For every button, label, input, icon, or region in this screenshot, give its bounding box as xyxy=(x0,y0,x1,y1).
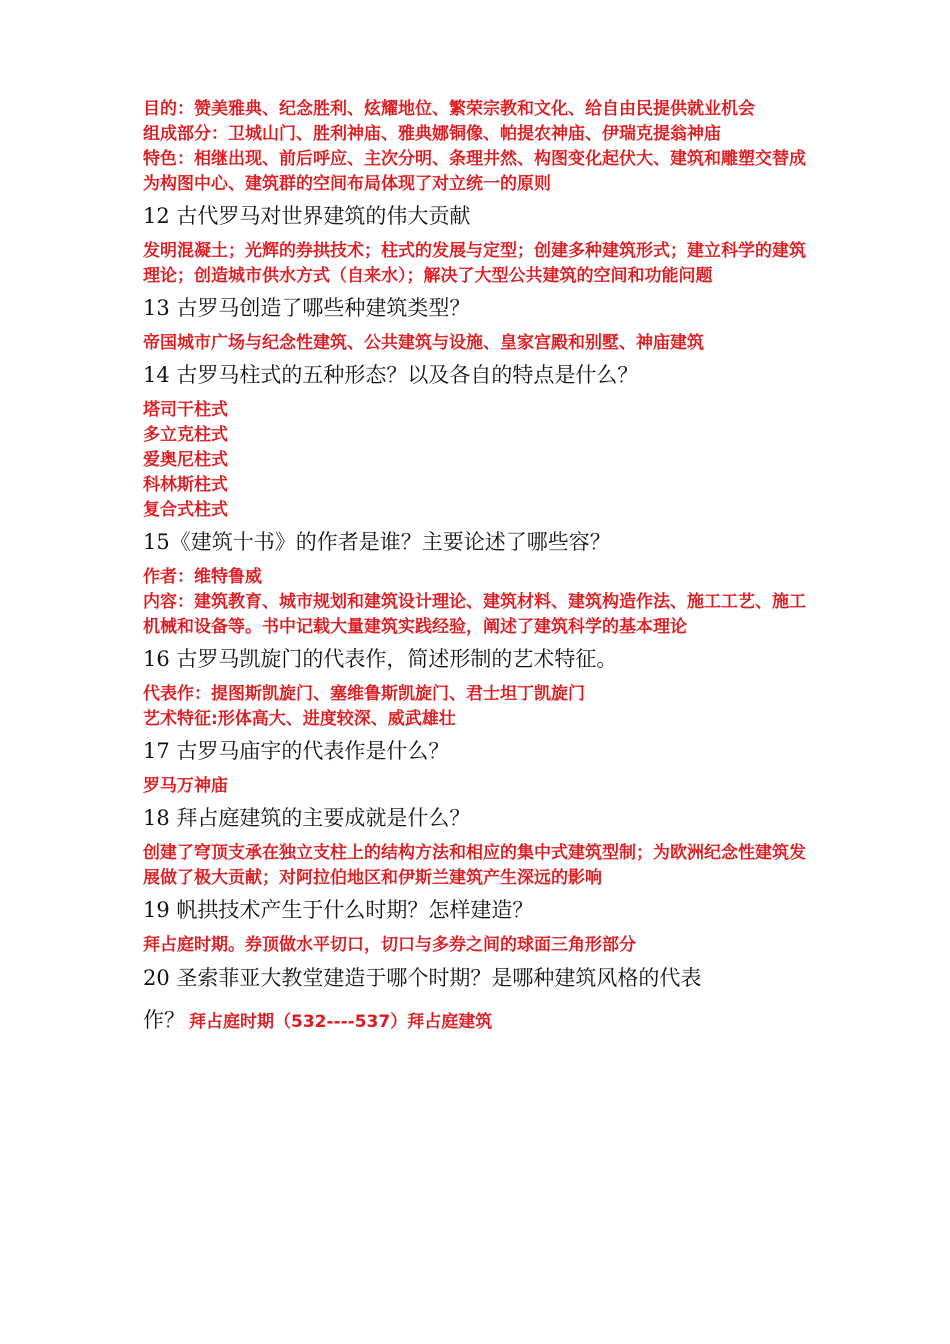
question-20-continuation xyxy=(143,1006,813,1036)
question-12: 12 古代罗马对世界建筑的伟大贡献 xyxy=(143,204,471,228)
answer-20: 拜占庭时期（532----537）拜占庭建筑 xyxy=(189,1012,493,1032)
features-answer: 特色：相继出现、前后呼应、主次分明、条理井然、构图变化起伏大、建筑和雕塑交替成为构图中心、建筑群的空间布局体现了对立统一的原则 xyxy=(143,149,806,194)
question-19: 19 帆拱技术产生于什么时期？怎样建造？ xyxy=(143,898,534,922)
question-13: 13 古罗马创造了哪些种建筑类型？ xyxy=(143,296,471,320)
answer-16-features: 艺术特征:形体高大、进度较深、威武雄壮 xyxy=(143,709,456,729)
question-15: 15《建筑十书》的作者是谁？主要论述了哪些容？ xyxy=(143,530,611,554)
answer-15-author: 作者：维特鲁威 xyxy=(143,567,262,587)
answer-16-works: 代表作：提图斯凯旋门、塞维鲁斯凯旋门、君士坦丁凯旋门 xyxy=(143,684,585,704)
answer-18: 创建了穹顶支承在独立支柱上的结构方法和相应的集中式建筑型制；为欧洲纪念性建筑发展做了极大贡献；对阿拉伯地区和伊斯兰建筑产生深远的影响 xyxy=(143,843,806,888)
column-order-item: 多立克柱式 xyxy=(143,425,228,445)
question-14: 14 古罗马柱式的五种形态？以及各自的特点是什么？ xyxy=(143,363,639,387)
column-order-item: 塔司干柱式 xyxy=(143,400,228,420)
column-order-item: 科林斯柱式 xyxy=(143,475,228,495)
question-20-tail: 作？ xyxy=(143,1008,185,1032)
answer-15-content: 内容：建筑教育、城市规划和建筑设计理论、建筑材料、建筑构造作法、施工工艺、施工机械和设备等。书中记载大量建筑实践经验，阐述了建筑科学的基本理论 xyxy=(143,592,806,637)
answer-19: 拜占庭时期。券顶做水平切口，切口与多券之间的球面三角形部分 xyxy=(143,935,636,955)
question-16: 16 古罗马凯旋门的代表作，简述形制的艺术特征。 xyxy=(143,647,618,671)
question-18: 18 拜占庭建筑的主要成就是什么？ xyxy=(143,806,471,830)
question-20: 20 圣索菲亚大教堂建造于哪个时期？是哪种建筑风格的代表 xyxy=(143,966,702,990)
page-content xyxy=(143,97,813,1057)
purpose-answer: 目的：赞美雅典、纪念胜利、炫耀地位、繁荣宗教和文化、给自由民提供就业机会 xyxy=(143,99,755,119)
answer-13: 帝国城市广场与纪念性建筑、公共建筑与设施、皇家宫殿和别墅、神庙建筑 xyxy=(143,333,704,353)
components-answer: 组成部分：卫城山门、胜利神庙、雅典娜铜像、帕提农神庙、伊瑞克提翁神庙 xyxy=(143,124,721,144)
answer-17: 罗马万神庙 xyxy=(143,776,228,796)
question-17: 17 古罗马庙宇的代表作是什么？ xyxy=(143,739,450,763)
answer-12: 发明混凝土；光辉的券拱技术；柱式的发展与定型；创建多种建筑形式；建立科学的建筑理论；创造城市供水方式（自来水）；解决了大型公共建筑的空间和功能问题 xyxy=(143,241,806,286)
column-order-item: 爱奥尼柱式 xyxy=(143,450,228,470)
column-order-item: 复合式柱式 xyxy=(143,500,228,520)
